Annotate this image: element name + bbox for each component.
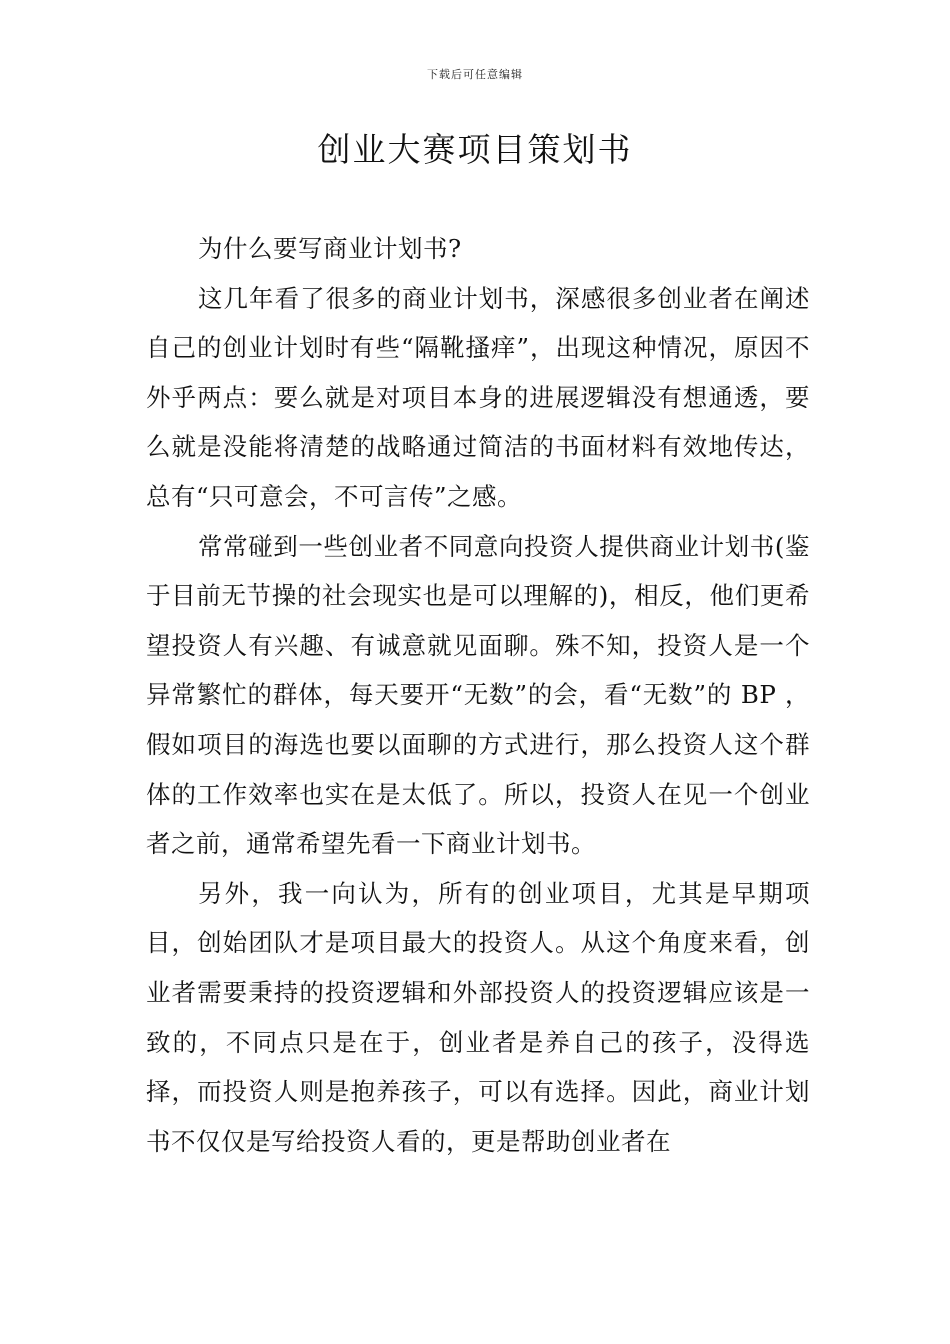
document-title: 创业大赛项目策划书 (317, 130, 633, 169)
paragraph-3: 另外，我一向认为，所有的创业项目，尤其是早期项目，创始团队才是项目最大的投资人。从这个角度来看，创业者需要秉持的投资逻辑和外部投资人的投资逻辑应该是一致的，不同点只是在于，创业者是养自己的孩子，没得选择，而投资人则是抱养孩子，可以有选择。因此，商业计划书不仅仅是写给投资人看的，更是帮助创业者在 (146, 878, 810, 1156)
paragraph-1: 这几年看了很多的商业计划书，深感很多创业者在阐述自己的创业计划时有些“隔靴搔痒”，出现这种情况，原因不外乎两点：要么就是对项目本身的进展逻辑没有想通透，要么就是没能将清楚的战略通过简洁的书面材料有效地传达，总有“只可意会，不可言传”之感。 (146, 283, 810, 511)
paragraph-question: 为什么要写商业计划书? (198, 234, 462, 263)
paragraph-2: 常常碰到一些创业者不同意向投资人提供商业计划书(鉴于目前无节操的社会现实也是可以理解的)，相反，他们更希望投资人有兴趣、有诚意就见面聊。殊不知，投资人是一个异常繁忙的群体，每天要开“无数”的会，看“无数”的 BP ，假如项目的海选也要以面聊的方式进行，那么投资人这个群体的工作效率也实在是太低了。所以，投资人在见一个创业者之前，通常希望先看一下商业计划书。 (146, 531, 810, 859)
header-note: 下载后可任意编辑 (427, 68, 523, 81)
document-body (146, 224, 810, 1166)
